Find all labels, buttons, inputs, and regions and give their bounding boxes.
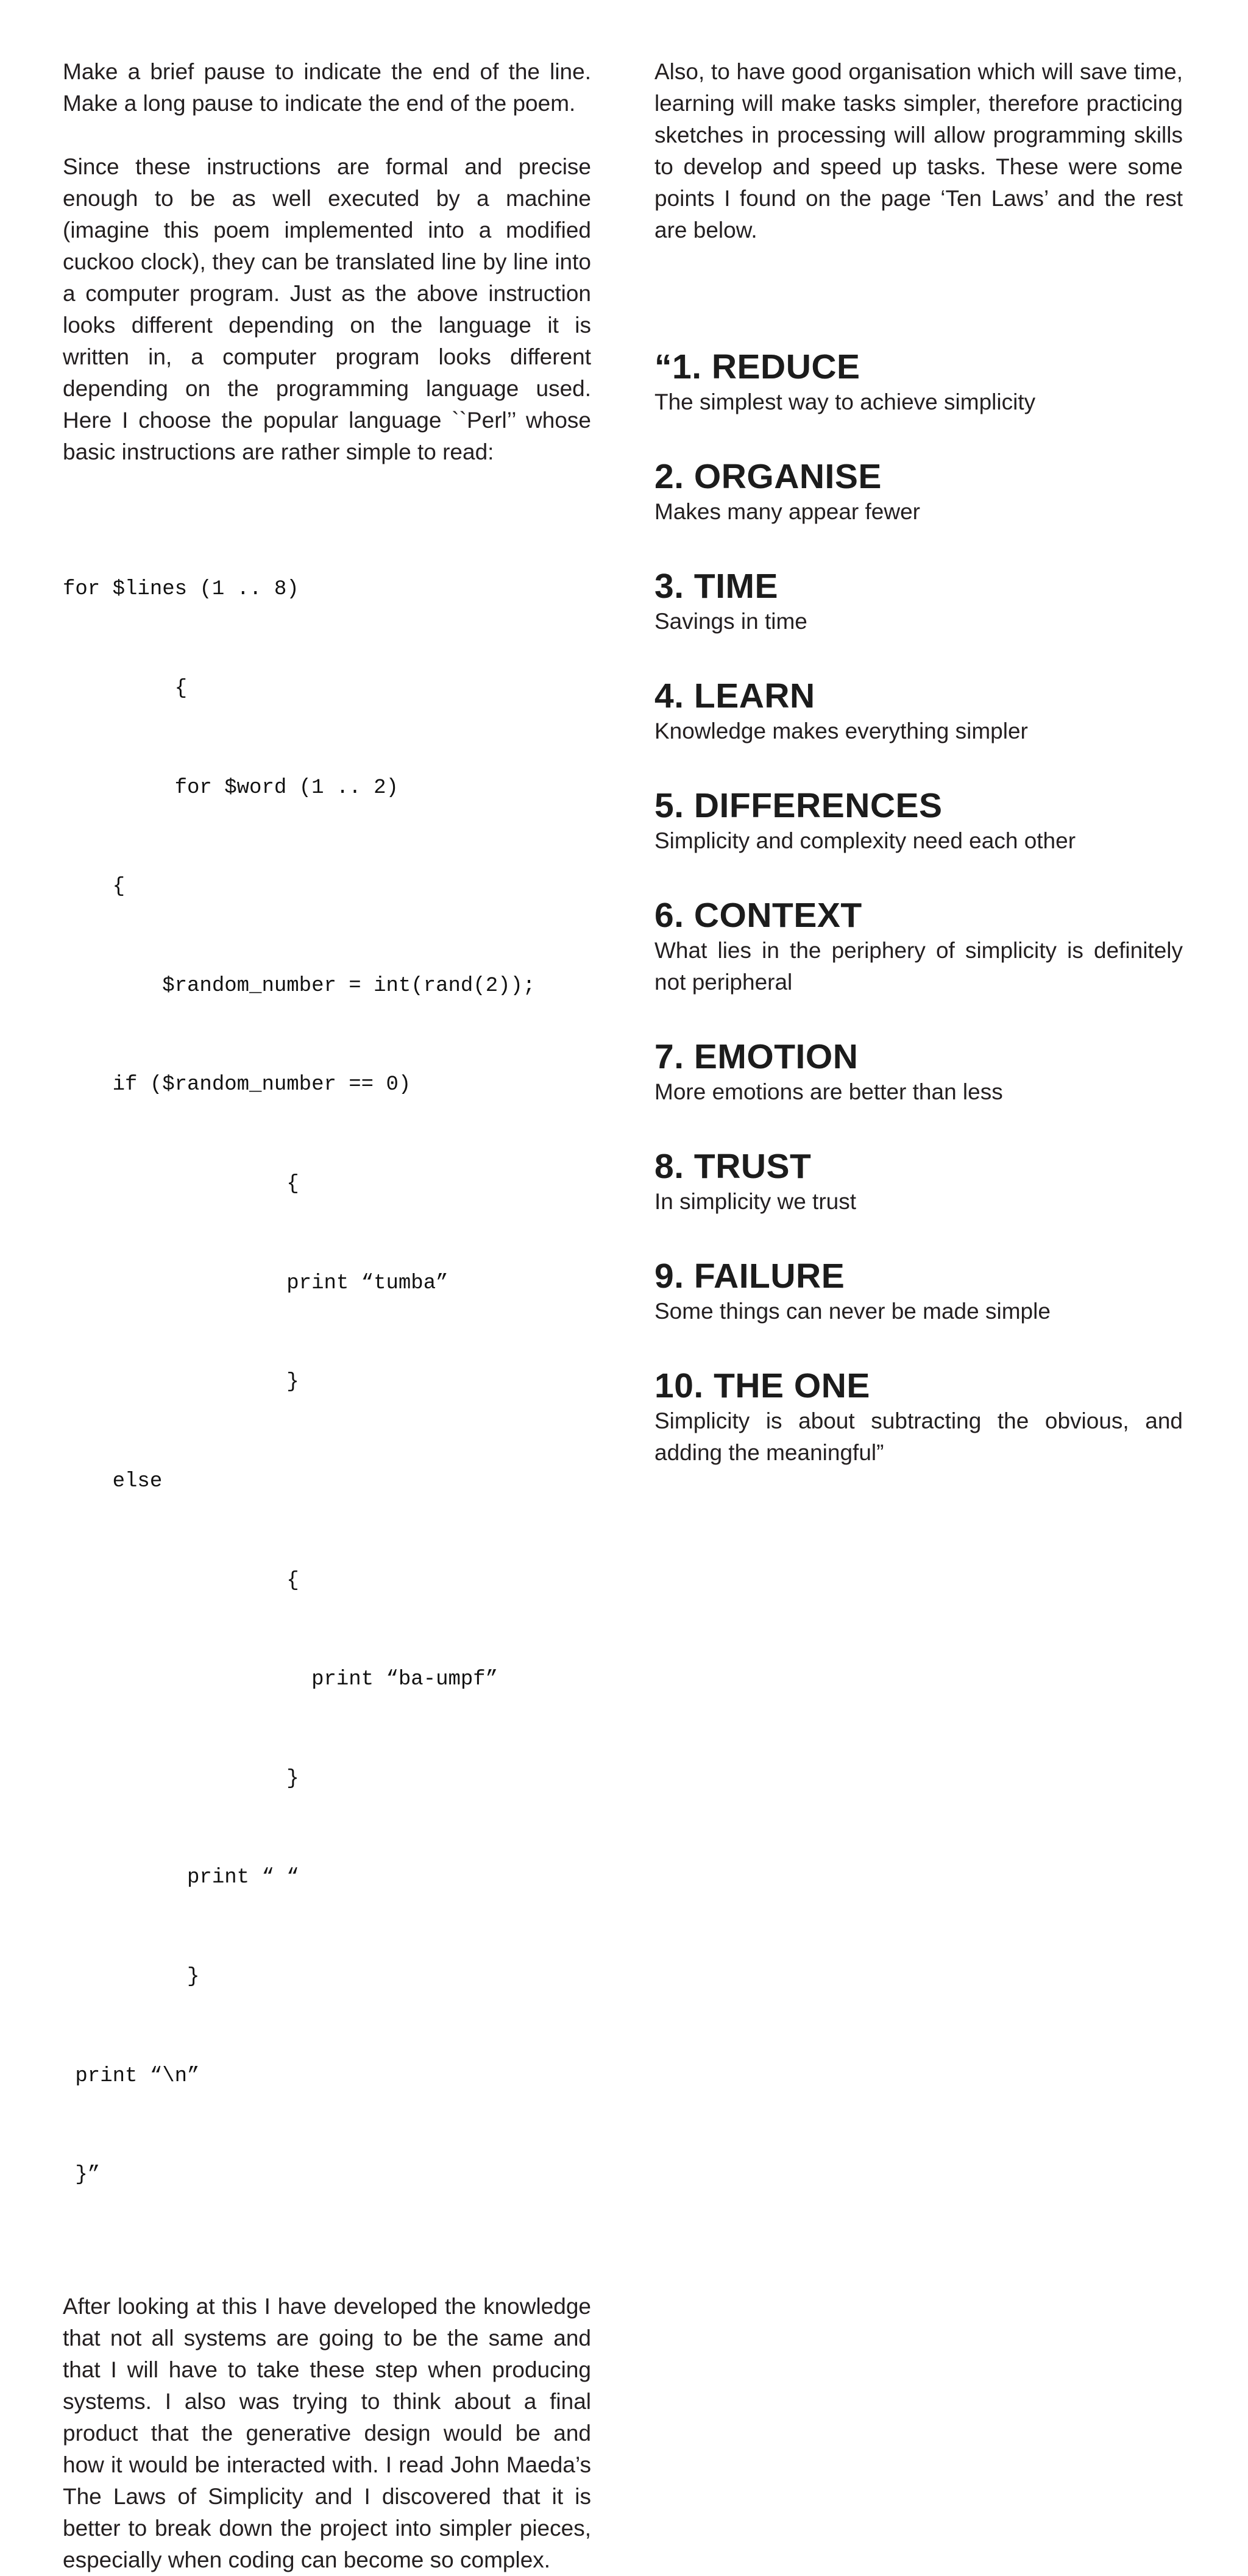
- left-column: [63, 56, 591, 2576]
- law-context: [654, 896, 1183, 998]
- code-line: }”: [63, 2163, 101, 2187]
- code-line: print “\n”: [63, 2064, 200, 2088]
- law-title: 5. DIFFERENCES: [654, 786, 943, 825]
- law-title: 7. EMOTION: [654, 1037, 859, 1076]
- law-description: Simplicity and complexity need each other: [654, 828, 1076, 853]
- law-failure: [654, 1257, 1183, 1327]
- law-time: [654, 567, 1183, 637]
- law-description: Some things can never be made simple: [654, 1299, 1051, 1324]
- code-line: for $lines (1 .. 8): [63, 578, 299, 601]
- code-line: print “tumba”: [63, 1271, 448, 1295]
- law-title: 4. LEARN: [654, 676, 815, 715]
- code-line: }: [63, 1965, 200, 1989]
- law-description: Makes many appear fewer: [654, 499, 920, 524]
- perl-code-block: [63, 507, 591, 2258]
- law-title: “1. REDUCE: [654, 347, 860, 386]
- law-title: 2. ORGANISE: [654, 457, 882, 496]
- instructions-paragraph: Since these instructions are formal and precise enough to be as well executed by a machine (imagine this poem implemented into a modified cuckoo clock), they can be translated line by line into a computer program. Just as the above instruction looks different depending on the language it is written in, a computer program looks different depending on the programming language used. Here I choose the popular language ``Perl’’ whose basic instructions are rather simple to read:: [63, 154, 591, 464]
- law-description: Savings in time: [654, 609, 807, 634]
- paragraph-gap: [63, 119, 591, 151]
- law-title: 8. TRUST: [654, 1147, 812, 1186]
- code-line: }: [63, 1767, 299, 1790]
- code-line: $random_number = int(rand(2));: [63, 974, 536, 998]
- law-description: Knowledge makes everything simpler: [654, 719, 1028, 743]
- law-description: Simplicity is about subtracting the obvious, and adding the meaningful”: [654, 1408, 1183, 1465]
- law-title: 6. CONTEXT: [654, 896, 862, 935]
- paragraph-gap: [63, 468, 591, 500]
- law-differences: [654, 786, 1183, 857]
- code-line: if ($random_number == 0): [63, 1073, 411, 1097]
- code-line: {: [63, 1569, 299, 1592]
- right-column: [654, 56, 1183, 1465]
- law-emotion: [654, 1037, 1183, 1108]
- code-line: {: [63, 677, 188, 701]
- law-description: In simplicity we trust: [654, 1189, 857, 1214]
- code-line: }: [63, 1371, 299, 1394]
- code-line: {: [63, 1173, 299, 1196]
- intro-paragraph: Also, to have good organisation which will save time, learning will make tasks simpler, therefore practicing sketches in processing will allow programming skills to develop and speed up tasks. These were some points I found on the page ‘Ten Laws’ and the rest are below.: [654, 59, 1183, 243]
- law-title: 3. TIME: [654, 567, 779, 606]
- code-line: {: [63, 875, 126, 899]
- law-reduce: [654, 347, 1183, 418]
- law-description: More emotions are better than less: [654, 1079, 1003, 1104]
- code-line: print “ba-umpf”: [63, 1668, 498, 1692]
- reflection-paragraph: After looking at this I have developed the knowledge that not all systems are going to be the same and that I will have to take these step when producing systems. I also was trying to think about a final product that the generative design would be and how it would be interacted with. I read John Maeda’s The Laws of Simplicity and I discovered that it is better to break down the project into simpler pieces, especially when coding can become so complex.: [63, 2293, 591, 2572]
- law-organise: [654, 457, 1183, 528]
- law-trust: [654, 1147, 1183, 1218]
- law-description: What lies in the periphery of simplicity is definitely not peripheral: [654, 938, 1183, 995]
- pause-paragraph: Make a brief pause to indicate the end of the line. Make a long pause to indicate the end of the poem.: [63, 59, 591, 116]
- law-description: The simplest way to achieve simplicity: [654, 389, 1036, 414]
- code-line: else: [63, 1469, 163, 1493]
- law-the-one: [654, 1366, 1183, 1469]
- law-title: 9. FAILURE: [654, 1257, 845, 1296]
- law-learn: [654, 676, 1183, 747]
- law-title: 10. THE ONE: [654, 1366, 870, 1405]
- code-line: for $word (1 .. 2): [63, 776, 399, 800]
- paragraph-gap: [63, 2266, 591, 2291]
- code-line: print “ “: [63, 1866, 299, 1890]
